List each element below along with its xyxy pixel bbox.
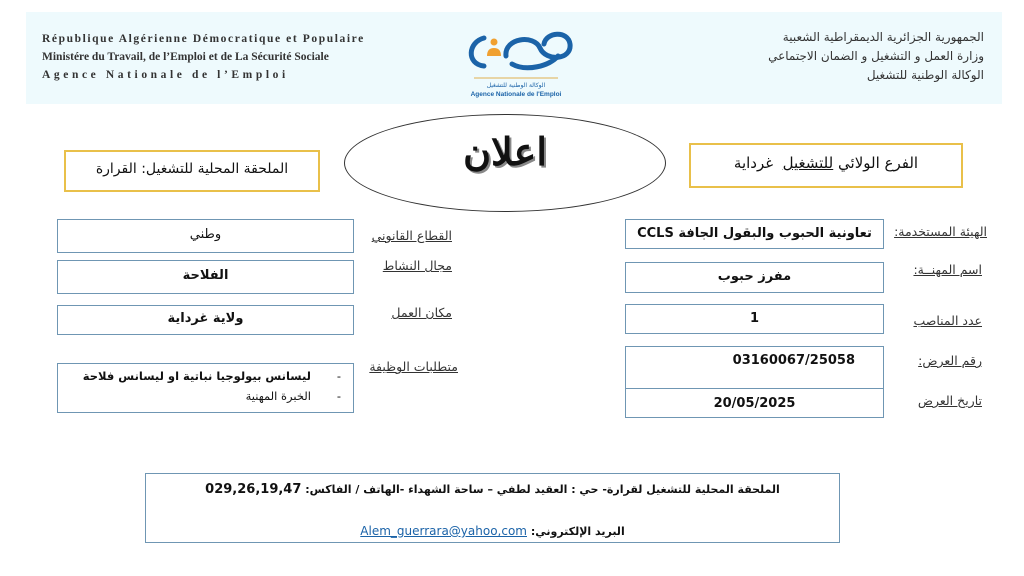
letterhead-arabic xyxy=(768,28,984,85)
job-title-value-box xyxy=(625,262,884,293)
requirement-text: ليسانس بيولوجيا نباتية او ليسانس فلاحة xyxy=(82,369,311,383)
contact-email-line xyxy=(146,524,839,538)
employer-label: الهيئة المستخدمة: xyxy=(894,224,987,239)
anem-logo-icon xyxy=(454,16,578,80)
email-link[interactable]: Alem_guerrara@yahoo,com xyxy=(360,524,527,538)
logo-arabic-text: الوكالة الوطنية للتشغيل xyxy=(486,82,546,89)
offer-date-value: 20/05/2025 xyxy=(713,396,796,411)
employer-value-box xyxy=(625,219,884,249)
page-title: اعلان xyxy=(463,129,547,174)
legal-sector-value-box xyxy=(57,219,354,253)
positions-label: عدد المناصب xyxy=(913,313,982,328)
ministry-name-fr: Ministére du Travail, de l’Emploi et de La Sécurité Sociale xyxy=(42,51,329,63)
letterhead-french xyxy=(42,30,365,84)
requirement-bullet: - xyxy=(336,369,341,383)
requirement-bullet: - xyxy=(336,389,341,403)
logo-french-text: Agence Nationale de l'Emploi xyxy=(470,91,562,98)
positions-value: 1 xyxy=(749,311,760,326)
anem-logo xyxy=(454,16,578,102)
contact-address: الملحقة المحلية للتشغيل لقرارة- حي : العقيد لطفي – ساحة الشهداء -الهاتف / الفاكس: xyxy=(305,483,780,496)
job-title-label: اسم المهنــة: xyxy=(913,262,982,277)
workplace-value-box xyxy=(57,305,354,335)
republic-name-ar: الجمهورية الجزائرية الديمقراطية الشعبية xyxy=(782,30,984,44)
contact-phone: 029,26,19,47 xyxy=(205,482,302,497)
email-label: البريد الإلكتروني: xyxy=(530,525,625,538)
offer-number-value: 03160067/25058 xyxy=(732,353,855,368)
local-agency-box xyxy=(64,150,320,192)
activity-field-value: الفلاحة xyxy=(182,268,229,283)
contact-box xyxy=(145,473,840,543)
branch-label xyxy=(691,154,961,172)
local-agency-label: الملحقة المحلية للتشغيل: القرارة xyxy=(95,161,289,177)
activity-field-value-box xyxy=(57,260,354,294)
employer-value: تعاونية الحبوب والبقول الجافة CCLS xyxy=(637,226,872,241)
legal-sector-label: القطاع القانوني xyxy=(371,228,452,243)
offer-info-box xyxy=(625,346,884,418)
republic-name-fr: République Algérienne Démocratique et Populaire xyxy=(42,33,365,45)
positions-value-box xyxy=(625,304,884,334)
offer-date-label: تاريخ العرض xyxy=(917,393,982,408)
branch-prefix: الفرع الولائي xyxy=(838,154,919,172)
branch-box xyxy=(689,143,963,188)
workplace-label: مكان العمل xyxy=(391,305,452,320)
contact-address-line xyxy=(146,482,839,497)
requirement-text: الخبرة المهنية xyxy=(245,389,311,403)
ministry-name-ar: وزارة العمل و التشغيل و الضمان الاجتماعي xyxy=(768,49,984,63)
title-ellipse xyxy=(344,114,666,212)
offer-box-divider xyxy=(626,388,883,389)
requirements-box xyxy=(57,363,354,413)
job-title-value: مفرز حبوب xyxy=(717,269,792,284)
offer-number-label: رقم العرض: xyxy=(918,353,982,368)
branch-underlined: للتشغيل xyxy=(782,154,834,172)
letterhead xyxy=(26,12,1002,104)
branch-suffix: غرداية xyxy=(733,154,774,172)
activity-field-label: مجال النشاط xyxy=(382,258,452,273)
requirement-item xyxy=(246,389,341,403)
agency-name-ar: الوكالة الوطنية للتشغيل xyxy=(866,68,984,82)
requirement-item xyxy=(83,369,341,383)
agency-name-fr: Agence Nationale de l’Emploi xyxy=(42,69,289,81)
requirements-label: متطلبات الوظيفة xyxy=(369,359,458,374)
workplace-value: ولاية غرداية xyxy=(167,311,244,326)
legal-sector-value: وطني xyxy=(189,227,222,242)
